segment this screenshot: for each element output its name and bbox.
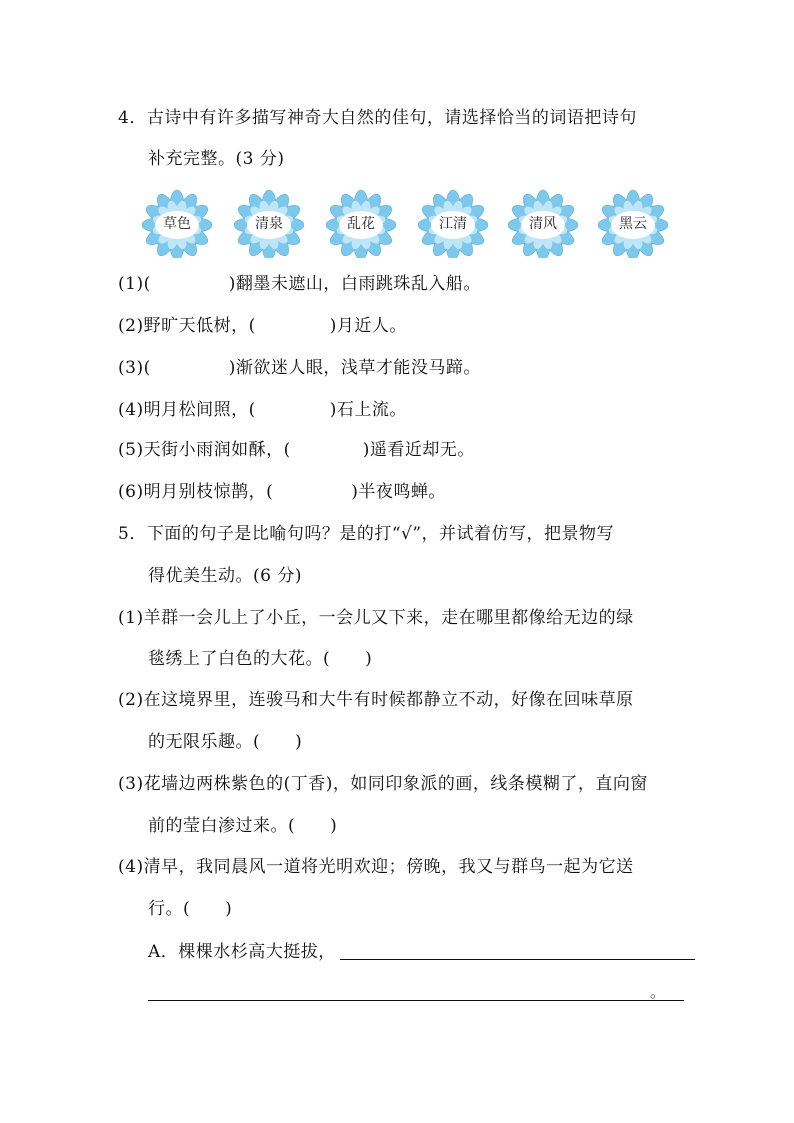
flower-word	[234, 188, 304, 258]
q5-sentence-4b: 行。( )	[148, 899, 233, 919]
item-suffix: )石上流。	[329, 400, 407, 420]
q5-line1: 5．下面的句子是比喻句吗？是的打“√”，并试着仿写，把景物写	[118, 524, 615, 544]
item-suffix: )渐欲迷人眼，浅草才能没马蹄。	[228, 358, 481, 378]
flower-word	[508, 188, 578, 258]
answer-line-2[interactable]	[148, 1000, 684, 1001]
item-suffix: )半夜鸣蝉。	[351, 482, 446, 502]
q4-item-5	[118, 438, 475, 462]
q5-prompt-a: A．棵棵水杉高大挺拔，	[148, 942, 336, 962]
q5-sentence-2a: (2)在这境界里，连骏马和大牛有时候都静立不动，好像在回味草原	[118, 690, 634, 710]
flower-word	[418, 188, 488, 258]
q5-sentence-2b: 的无限乐趣。( )	[148, 732, 303, 752]
q5-sentence-3a: (3)花墙边两株紫色的(丁香)，如同印象派的画，线条模糊了，直向窗	[118, 774, 648, 794]
word-label: 清泉	[255, 216, 283, 232]
answer-line-1[interactable]	[340, 959, 695, 960]
word-label: 乱花	[347, 216, 375, 232]
item-suffix: )翻墨未遮山，白雨跳珠乱入船。	[228, 274, 481, 294]
q5-sentence-1b: 毯绣上了白色的大花。( )	[148, 649, 373, 669]
q4-line1: 4．古诗中有许多描写神奇大自然的佳句，请选择恰当的词语把诗句	[118, 108, 637, 128]
word-label: 清风	[529, 216, 557, 232]
word-bank	[142, 188, 702, 258]
q4-item-6	[118, 480, 446, 504]
flower-word	[326, 188, 396, 258]
flower-word	[598, 188, 668, 258]
q4-item-3	[118, 356, 481, 380]
item-prefix: (6)明月别枝惊鹊，(	[118, 482, 274, 502]
q4-item-2	[118, 314, 407, 338]
item-suffix: )遥看近却无。	[362, 440, 475, 460]
q4-item-1	[118, 272, 481, 296]
q5-sentence-4a: (4)清早，我同晨风一道将光明欢迎；傍晚，我又与群鸟一起为它送	[118, 857, 634, 877]
item-prefix: (1)(	[118, 274, 151, 294]
q5-sentence-1a: (1)羊群一会儿上了小丘，一会儿又下来，走在哪里都像给无边的绿	[118, 608, 634, 628]
q5-sentence-3b: 前的莹白渗过来。( )	[148, 816, 338, 836]
flower-word	[142, 188, 212, 258]
item-prefix: (3)(	[118, 358, 151, 378]
word-label: 黑云	[619, 216, 647, 232]
q5-line2: 得优美生动。(6 分)	[148, 566, 302, 586]
item-prefix: (4)明月松间照，(	[118, 400, 256, 420]
item-prefix: (5)天街小雨润如酥，(	[118, 440, 291, 460]
word-label: 草色	[163, 216, 191, 232]
q4-line2: 补充完整。(3 分)	[148, 149, 285, 169]
item-suffix: )月近人。	[329, 316, 407, 336]
end-mark: 。	[650, 983, 666, 1001]
q4-item-4	[118, 398, 407, 422]
item-prefix: (2)野旷天低树，(	[118, 316, 256, 336]
word-label: 江清	[439, 216, 467, 232]
